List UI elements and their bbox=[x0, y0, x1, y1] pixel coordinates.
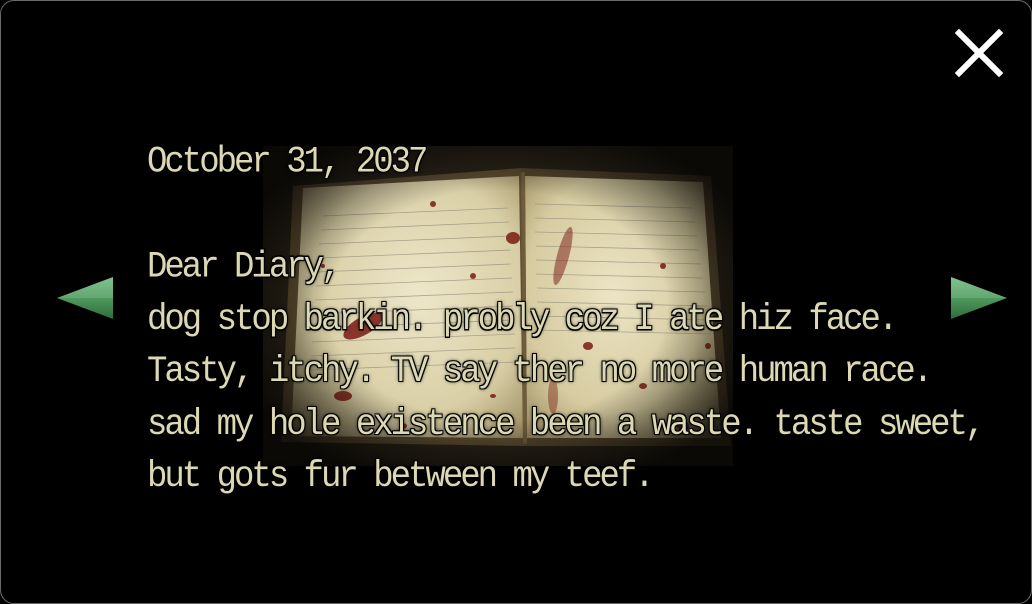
diary-line: Dear Diary, bbox=[147, 247, 339, 289]
blank-line bbox=[147, 189, 927, 241]
next-page-button[interactable] bbox=[949, 275, 1009, 321]
diary-date: October 31, 2037 bbox=[147, 142, 426, 184]
close-icon bbox=[953, 27, 1005, 79]
diary-entry-text bbox=[147, 137, 983, 504]
previous-page-button[interactable] bbox=[55, 275, 115, 321]
diary-line: dog stop barkin. probly coz I ate hiz face. bbox=[147, 299, 896, 341]
arrow-right-icon bbox=[949, 275, 1009, 321]
diary-line: sad my hole existence been a waste. taste sweet, bbox=[147, 404, 983, 446]
arrow-left-icon bbox=[55, 275, 115, 321]
diary-line: but gots fur between my teef. bbox=[147, 456, 652, 498]
close-button[interactable] bbox=[953, 27, 1005, 79]
diary-line: Tasty, itchy. TV say ther no more human race. bbox=[147, 351, 931, 393]
